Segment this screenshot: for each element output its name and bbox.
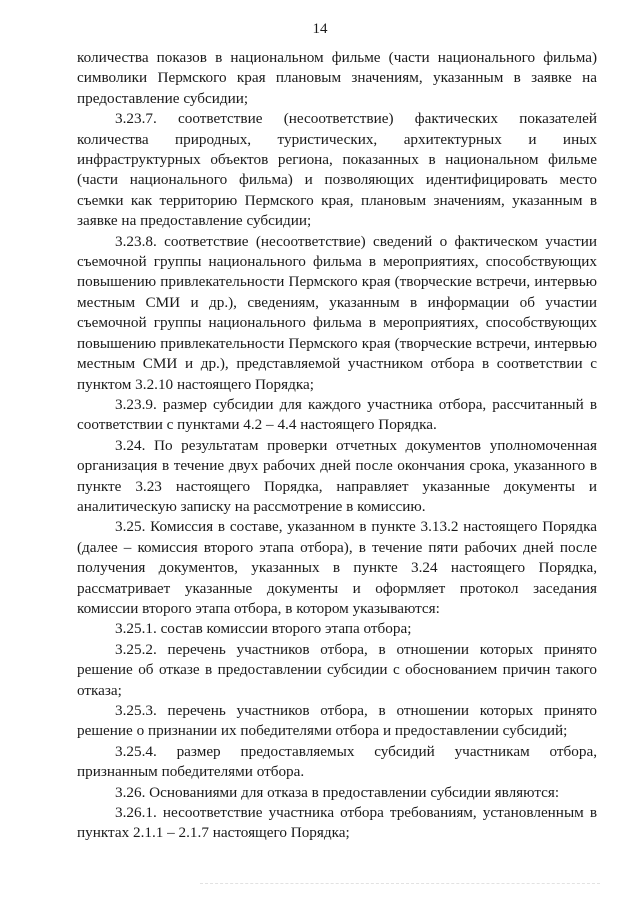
- paragraph-continuation: количества показов в национальном фильме (части национального фильма) символики Пермского края плановым значениям, указанным в заявке на предоставление субсидии;: [77, 49, 597, 107]
- paragraph-3-25-3: 3.25.3. перечень участников отбора, в отношении которых принято решение о признании их победителями отбора и предоставлении субсидий;: [77, 702, 597, 740]
- paragraph-3-24: 3.24. По результатам проверки отчетных документов уполномоченная организация в течение двух рабочих дней после окончания срока, указанного в пункте 3.23 настоящего Порядка, направляет указанные документы и аналитическую записку на рассмотрение в комиссию.: [77, 436, 597, 515]
- paragraph-3-25-1: 3.25.1. состав комиссии второго этапа отбора;: [115, 620, 412, 638]
- paragraph-3-23-9: 3.23.9. размер субсидии для каждого участника отбора, рассчитанный в соответствии с пунктами 4.2 – 4.4 настоящего Порядка.: [77, 395, 597, 434]
- paragraph-3-26-1: 3.26.1. несоответствие участника отбора требованиям, установленным в пунктах 2.1.1 – 2.1.7 настоящего Порядка;: [77, 804, 597, 842]
- paragraph-3-25-2: 3.25.2. перечень участников отбора, в отношении которых принято решение об отказе в предоставлении субсидии с обоснованием причин такого отказа;: [77, 640, 597, 699]
- paragraph-3-25: 3.25. Комиссия в составе, указанном в пункте 3.13.2 настоящего Порядка (далее – комиссия второго этапа отбора), в течение пяти рабочих дней после получения документов, указанных в пункте 3.24 настоящего Порядка, рассматривает указанные документы и оформляет протокол заседания комиссии второго этапа отбора, в котором указываются:: [77, 518, 597, 617]
- paragraph-3-26: 3.26. Основаниями для отказа в предоставлении субсидии являются:: [115, 783, 560, 801]
- scan-artifact-line: [200, 883, 600, 884]
- paragraph-3-23-7: 3.23.7. соответствие (несоответствие) фактических показателей количества природных, туристических, архитектурных и иных инфраструктурных объектов региона, показанных в национальном фильме (части национального фильма) и позволяющих идентифицировать место съемки как территорию Пермского края, плановым значениям, указанным в заявке на предоставление субсидии;: [77, 110, 597, 230]
- paragraph-3-25-4: 3.25.4. размер предоставляемых субсидий участникам отбора, признанным победителями отбора.: [77, 742, 597, 781]
- paragraph-3-23-8: 3.23.8. соответствие (несоответствие) сведений о фактическом участии съемочной группы национального фильма в мероприятиях, способствующих повышению привлекательности Пермского края (творческие встречи, интервью местным СМИ и др.), сведениям, указанным в информации об участии съемочной группы национального фильма в мероприятиях, способствующих повышению привлекательности Пермского края (творческие встречи, интервью местным СМИ и др.), представляемой участником отбора в соответствии с пунктом 3.2.10 настоящего Порядка;: [77, 232, 597, 393]
- page-number: 14: [312, 21, 328, 37]
- document-body: [77, 48, 597, 844]
